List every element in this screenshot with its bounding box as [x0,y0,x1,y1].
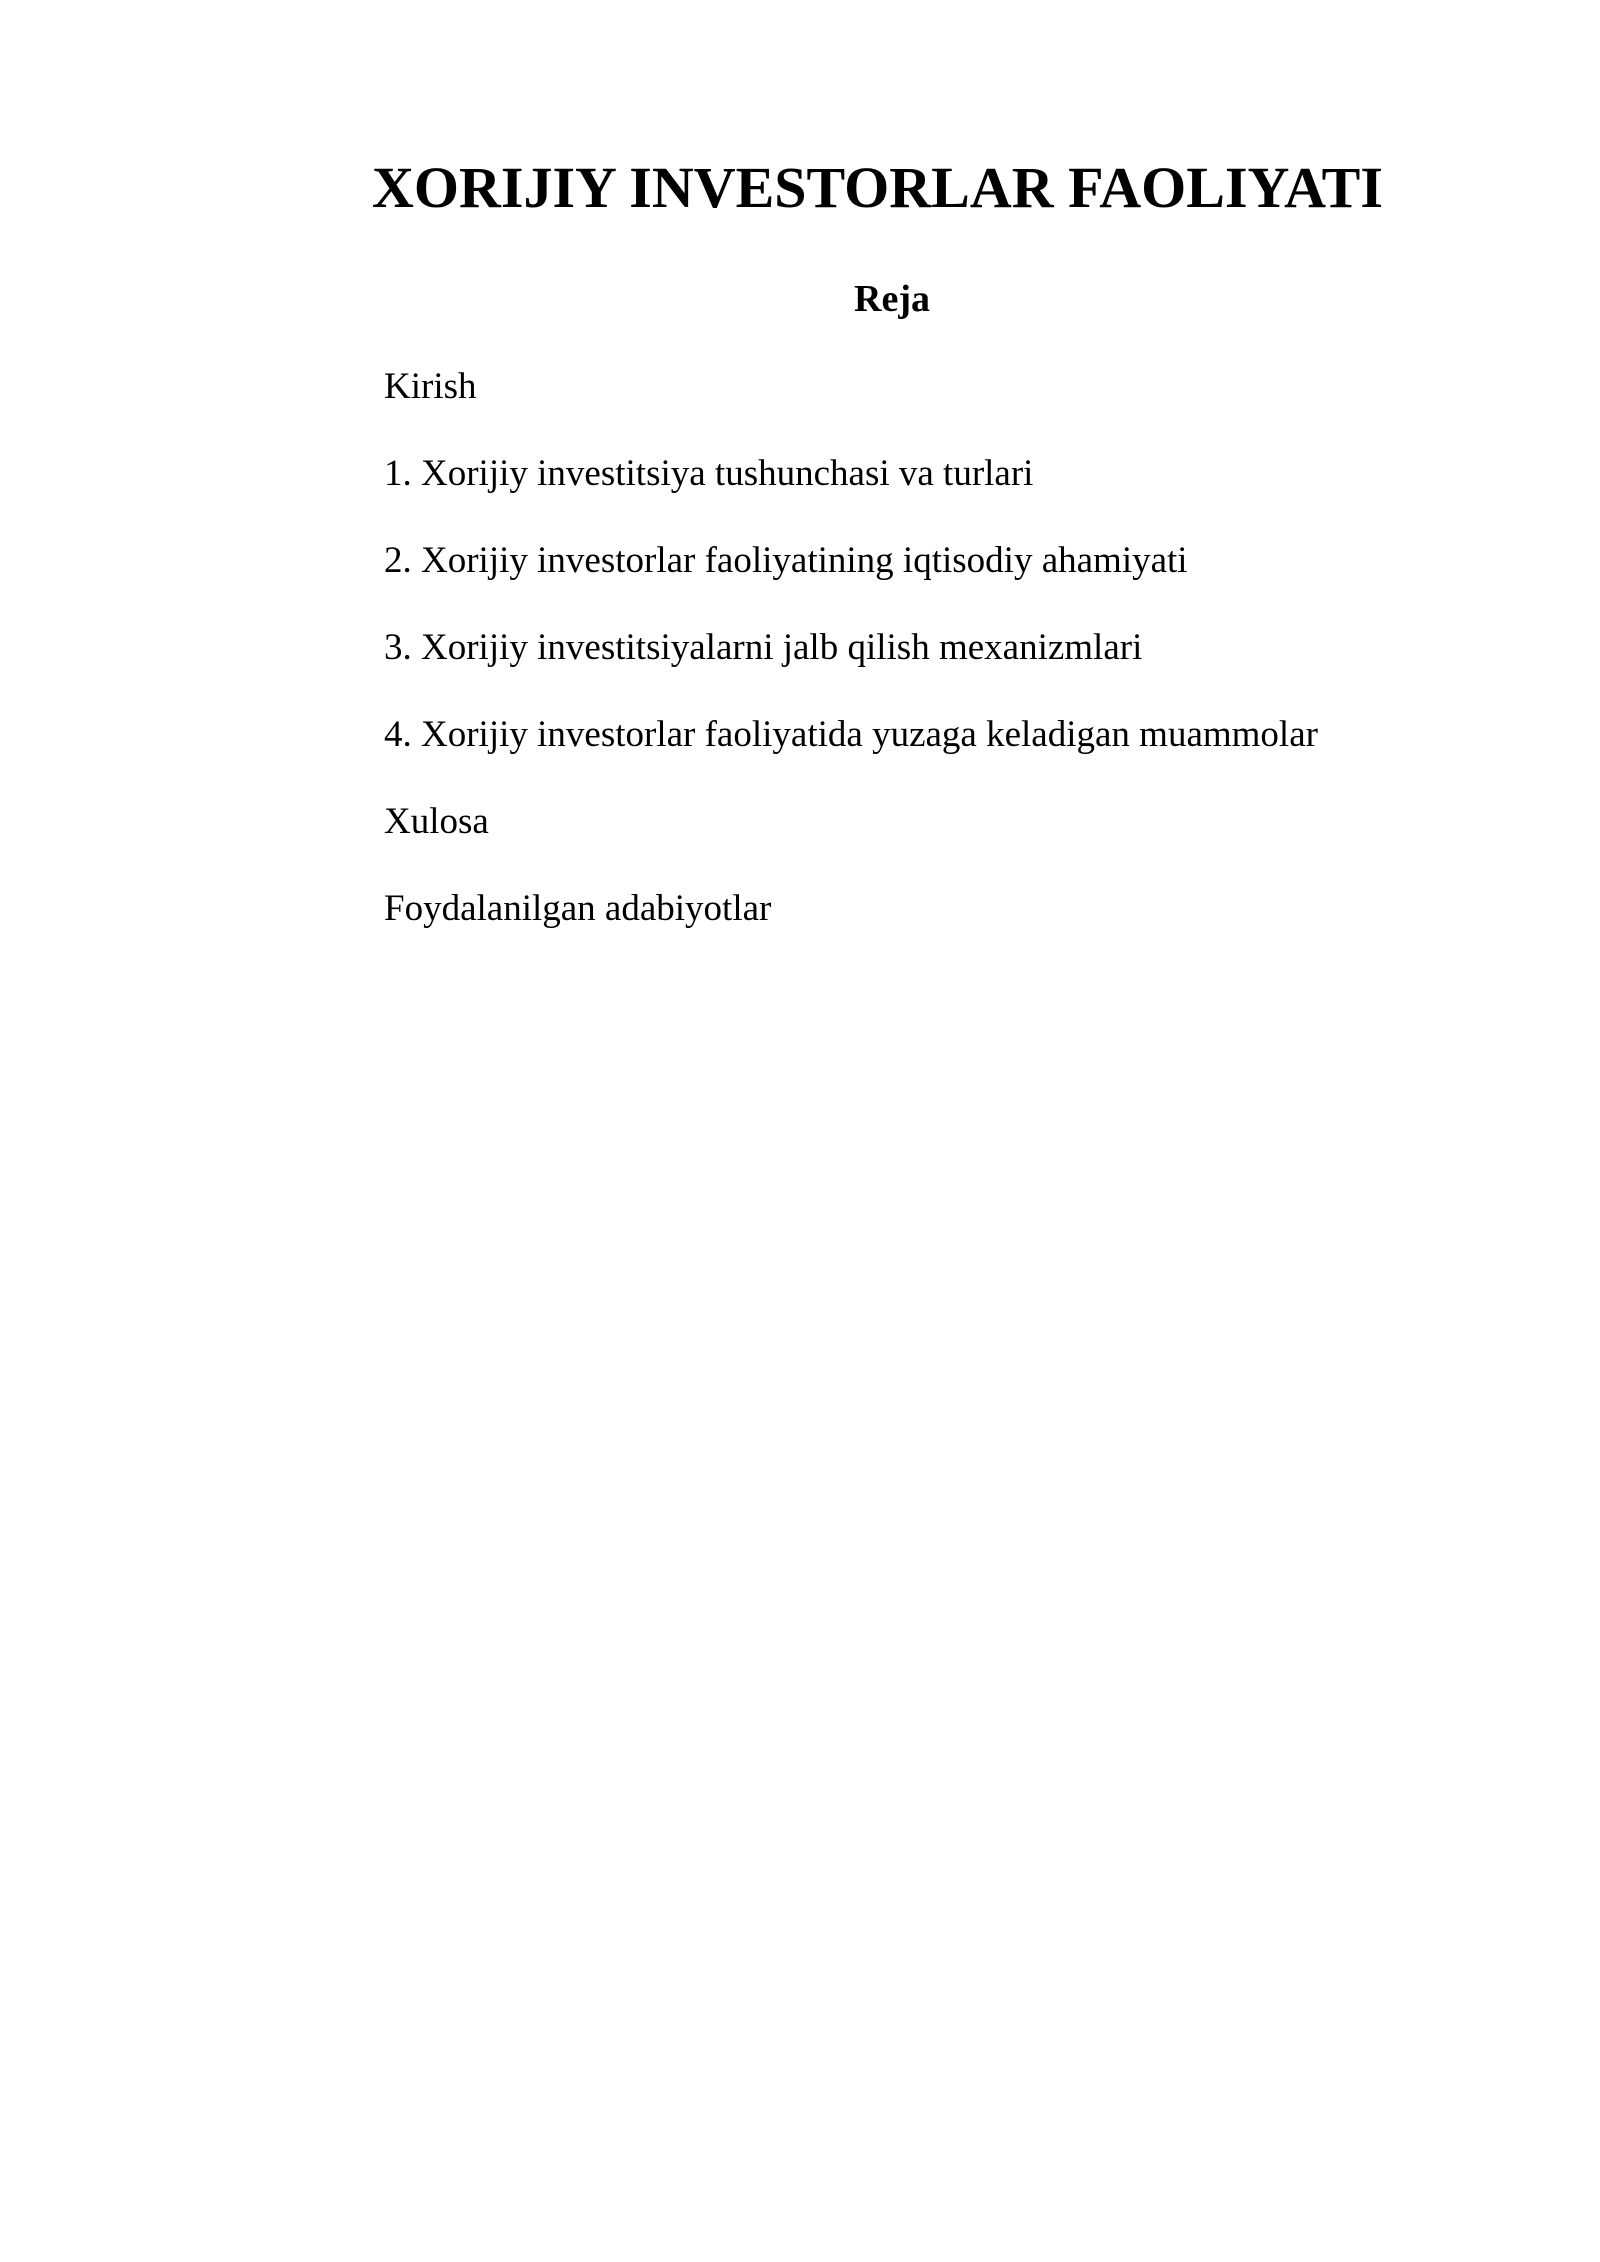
outline-item-2: 2. Xorijiy investorlar faoliyatining iqtisodiy ahamiyati [384,540,1188,581]
outline-item-1: 1. Xorijiy investitsiya tushunchasi va turlari [384,453,1034,494]
outline-item-references: Foydalanilgan adabiyotlar [384,888,772,929]
outline-item-conclusion: Xulosa [384,801,489,842]
plan-heading: Reja [854,278,930,320]
outline-item-3: 3. Xorijiy investitsiyalarni jalb qilish mexanizmlari [384,627,1143,668]
document-title: XORIJIY INVESTORLAR FAOLIYATI [372,155,1383,220]
plan-outline [384,363,1484,972]
outline-item-4: 4. Xorijiy investorlar faoliyatida yuzaga keladigan muammolar [384,714,1318,755]
outline-item-introduction: Kirish [384,366,477,407]
